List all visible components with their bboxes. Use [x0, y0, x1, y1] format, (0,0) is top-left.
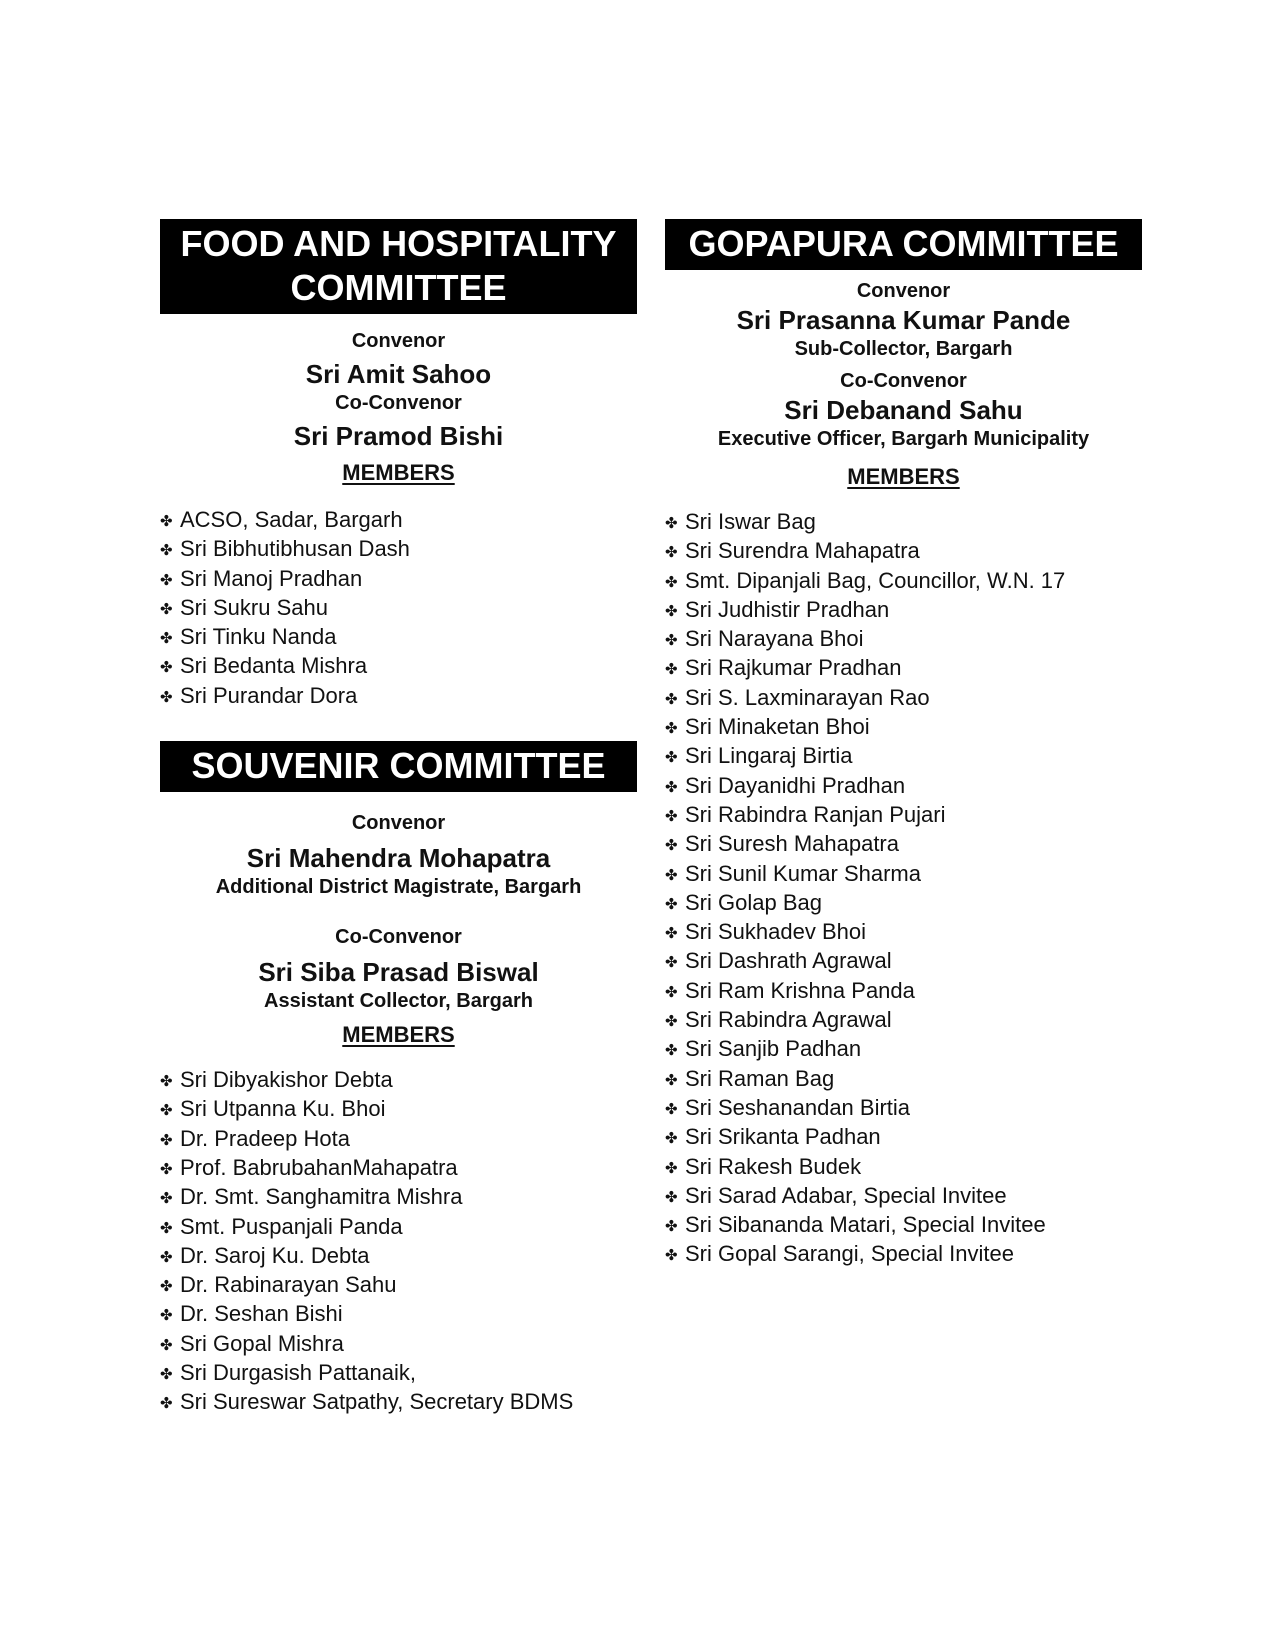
souvenir-coconvenor-name: Sri Siba Prasad Biswal	[258, 957, 539, 988]
member-item	[665, 567, 1142, 596]
bullet-icon: ✤	[665, 1013, 678, 1031]
member-item	[665, 918, 1142, 947]
member-name: Sri Bedanta Mishra	[180, 653, 368, 679]
member-name: Dr. Seshan Bishi	[180, 1301, 343, 1327]
bullet-icon: ✤	[665, 515, 678, 532]
gopapura-convenor-name: Sri Prasanna Kumar Pande	[736, 305, 1071, 335]
bullet-icon: ✤	[665, 1188, 678, 1206]
member-item	[665, 537, 1142, 566]
member-item	[665, 977, 1142, 1006]
bullet-icon: ✤	[665, 749, 678, 767]
member-item	[665, 684, 1142, 713]
food-members-heading: MEMBERS	[342, 460, 455, 485]
member-item	[665, 889, 1142, 918]
souvenir-members-heading: MEMBERS	[342, 1022, 455, 1048]
right-column	[665, 219, 1142, 1270]
member-item	[665, 830, 1142, 859]
member-name: Sri Sukhadev Bhoi	[685, 919, 866, 945]
gopapura-coconvenor-name: Sri Debanand Sahu	[784, 395, 1023, 425]
bullet-icon: ✤	[665, 1218, 678, 1236]
member-item	[665, 947, 1142, 976]
bullet-icon: ✤	[160, 1219, 173, 1237]
gopapura-coconvenor-office: Executive Officer, Bargarh Municipality	[717, 428, 1090, 450]
member-name: Prof. BabrubahanMahapatra	[180, 1154, 458, 1180]
member-name: Sri Seshanandan Birtia	[685, 1094, 911, 1120]
gopapura-committee	[665, 219, 1142, 1270]
member-item	[665, 772, 1142, 801]
bullet-icon: ✤	[160, 1190, 173, 1208]
souvenir-committee-title: SOUVENIR COMMITTEE	[160, 741, 637, 792]
bullet-icon: ✤	[160, 1102, 173, 1120]
food-committee-title	[160, 219, 637, 314]
bullet-icon: ✤	[160, 513, 173, 530]
member-name: Sri Rabindra Agrawal	[685, 1007, 892, 1033]
member-item	[665, 1153, 1142, 1182]
member-name: Sri Sibananda Matari, Special Invitee	[685, 1212, 1046, 1238]
souvenir-convenor-office: Additional District Magistrate, Bargarh	[215, 876, 582, 899]
member-item	[160, 623, 637, 652]
member-item	[160, 1330, 637, 1359]
member-name: Sri Dashrath Agrawal	[685, 948, 892, 974]
bullet-icon: ✤	[665, 925, 678, 943]
member-item	[160, 506, 637, 535]
member-name: Sri Gopal Sarangi, Special Invitee	[685, 1241, 1014, 1267]
bullet-icon: ✤	[665, 895, 678, 913]
left-column	[160, 219, 637, 1418]
bullet-icon: ✤	[665, 690, 678, 708]
member-name: Sri Manoj Pradhan	[180, 565, 363, 591]
souvenir-coconvenor-office: Assistant Collector, Bargarh	[264, 990, 533, 1013]
bullet-icon: ✤	[665, 807, 678, 825]
bullet-icon: ✤	[665, 1100, 678, 1118]
bullet-icon: ✤	[665, 866, 678, 884]
member-name: ACSO, Sadar, Bargarh	[180, 507, 403, 532]
member-name: Sri Rakesh Budek	[685, 1153, 862, 1179]
member-item	[160, 1271, 637, 1300]
bullet-icon: ✤	[160, 542, 173, 560]
member-name: Sri Judhistir Pradhan	[685, 596, 890, 622]
member-item	[665, 860, 1142, 889]
member-name: Sri Dayanidhi Pradhan	[685, 772, 906, 798]
souvenir-convenor-name: Sri Mahendra Mohapatra	[246, 843, 551, 874]
member-item	[160, 1066, 637, 1095]
bullet-icon: ✤	[665, 544, 678, 562]
bullet-icon: ✤	[665, 983, 678, 1001]
member-item	[160, 1213, 637, 1242]
member-name: Sri Gopal Mishra	[180, 1330, 344, 1356]
bullet-icon: ✤	[665, 1247, 678, 1265]
member-item	[160, 1388, 637, 1417]
bullet-icon: ✤	[665, 1130, 678, 1148]
member-item	[665, 742, 1142, 771]
food-convenor-name: Sri Amit Sahoo	[305, 359, 492, 389]
member-item	[665, 1035, 1142, 1064]
bullet-icon: ✤	[160, 659, 173, 677]
member-item	[160, 1125, 637, 1154]
member-item	[160, 1242, 637, 1271]
member-name: Sri Rabindra Ranjan Pujari	[685, 801, 946, 827]
member-name: Sri Golap Bag	[685, 889, 822, 915]
souvenir-coconvenor-label: Co-Convenor	[335, 926, 462, 949]
member-name: Sri Durgasish Pattanaik,	[180, 1360, 416, 1386]
member-name: Sri Sunil Kumar Sharma	[685, 860, 921, 886]
member-name: Sri Suresh Mahapatra	[685, 831, 899, 857]
bullet-icon: ✤	[665, 1071, 678, 1089]
bullet-icon: ✤	[160, 1395, 173, 1413]
food-title-line1: FOOD AND HOSPITALITY	[180, 223, 617, 264]
food-title-line2: COMMITTEE	[290, 267, 507, 308]
gopapura-members-list	[665, 508, 1142, 1270]
bullet-icon: ✤	[160, 1248, 173, 1266]
member-item	[160, 1183, 637, 1212]
member-name: Sri Raman Bag	[685, 1065, 835, 1091]
bullet-icon: ✤	[160, 1131, 173, 1149]
bullet-icon: ✤	[665, 837, 678, 855]
food-convenor-label: Convenor	[351, 330, 446, 352]
member-item	[665, 801, 1142, 830]
member-item	[665, 654, 1142, 683]
member-item	[160, 594, 637, 623]
souvenir-members-list	[160, 1066, 637, 1418]
member-name: Sri Purandar Dora	[180, 682, 358, 708]
member-item	[665, 625, 1142, 654]
member-item	[665, 1094, 1142, 1123]
bullet-icon: ✤	[160, 1278, 173, 1296]
member-name: Smt. Puspanjali Panda	[180, 1213, 403, 1239]
gopapura-coconvenor-label: Co-Convenor	[840, 370, 967, 392]
bullet-icon: ✤	[665, 573, 678, 591]
member-item	[665, 508, 1142, 537]
member-name: Sri S. Laxminarayan Rao	[685, 684, 930, 710]
member-item	[665, 1240, 1142, 1269]
member-name: Sri Utpanna Ku. Bhoi	[180, 1096, 386, 1122]
member-name: Sri Sanjib Padhan	[685, 1036, 862, 1062]
souvenir-committee	[160, 741, 637, 1418]
member-name: Sri Srikanta Padhan	[685, 1124, 881, 1150]
food-coconvenor-label: Co-Convenor	[335, 392, 462, 414]
bullet-icon: ✤	[160, 1336, 173, 1354]
food-members-list	[160, 506, 637, 711]
member-item	[665, 1123, 1142, 1152]
member-name: Dr. Pradeep Hota	[180, 1125, 350, 1151]
member-item	[665, 596, 1142, 625]
bullet-icon: ✤	[665, 954, 678, 972]
member-name: Sri Dibyakishor Debta	[180, 1067, 393, 1093]
member-item	[160, 565, 637, 594]
member-name: Sri Sarad Adabar, Special Invitee	[685, 1182, 1007, 1208]
member-item	[160, 652, 637, 681]
bullet-icon: ✤	[160, 600, 173, 618]
bullet-icon: ✤	[160, 630, 173, 648]
member-item	[665, 1211, 1142, 1240]
member-item	[160, 535, 637, 564]
bullet-icon: ✤	[665, 778, 678, 796]
member-name: Dr. Rabinarayan Sahu	[180, 1272, 397, 1298]
bullet-icon: ✤	[160, 1073, 173, 1091]
member-name: Sri Bibhutibhusan Dash	[180, 536, 410, 562]
food-coconvenor-name: Sri Pramod Bishi	[293, 421, 504, 451]
member-name: Sri Iswar Bag	[685, 509, 816, 534]
member-name: Sri Minaketan Bhoi	[685, 714, 870, 740]
member-item	[160, 682, 637, 711]
member-name: Sri Lingaraj Birtia	[685, 743, 853, 769]
member-item	[665, 713, 1142, 742]
bullet-icon: ✤	[665, 632, 678, 650]
member-name: Dr. Smt. Sanghamitra Mishra	[180, 1184, 463, 1210]
member-name: Smt. Dipanjali Bag, Councillor, W.N. 17	[685, 567, 1066, 593]
member-name: Sri Tinku Nanda	[180, 624, 337, 650]
member-name: Sri Ram Krishna Panda	[685, 977, 915, 1003]
member-item	[665, 1065, 1142, 1094]
member-item	[665, 1182, 1142, 1211]
bullet-icon: ✤	[160, 1307, 173, 1325]
member-name: Dr. Saroj Ku. Debta	[180, 1242, 370, 1268]
bullet-icon: ✤	[160, 1366, 173, 1384]
member-item	[160, 1154, 637, 1183]
member-item	[160, 1095, 637, 1124]
member-name: Sri Narayana Bhoi	[685, 626, 864, 652]
bullet-icon: ✤	[160, 1160, 173, 1178]
member-item	[160, 1300, 637, 1329]
bullet-icon: ✤	[665, 1159, 678, 1177]
member-item	[160, 1359, 637, 1388]
member-name: Sri Rajkumar Pradhan	[685, 655, 902, 681]
gopapura-convenor-office: Sub-Collector, Bargarh	[794, 338, 1013, 360]
bullet-icon: ✤	[665, 720, 678, 738]
bullet-icon: ✤	[665, 1042, 678, 1060]
food-hospitality-committee	[160, 219, 637, 711]
bullet-icon: ✤	[160, 571, 173, 589]
gopapura-committee-title: GOPAPURA COMMITTEE	[665, 219, 1142, 270]
member-name: Sri Surendra Mahapatra	[685, 538, 920, 564]
bullet-icon: ✤	[160, 688, 173, 706]
souvenir-convenor-label: Convenor	[351, 812, 446, 835]
member-name: Sri Sureswar Satpathy, Secretary BDMS	[180, 1389, 574, 1415]
member-item	[665, 1006, 1142, 1035]
bullet-icon: ✤	[665, 602, 678, 620]
member-name: Sri Sukru Sahu	[180, 594, 328, 620]
gopapura-members-heading: MEMBERS	[847, 464, 960, 489]
gopapura-convenor-label: Convenor	[856, 280, 951, 302]
bullet-icon: ✤	[665, 661, 678, 679]
